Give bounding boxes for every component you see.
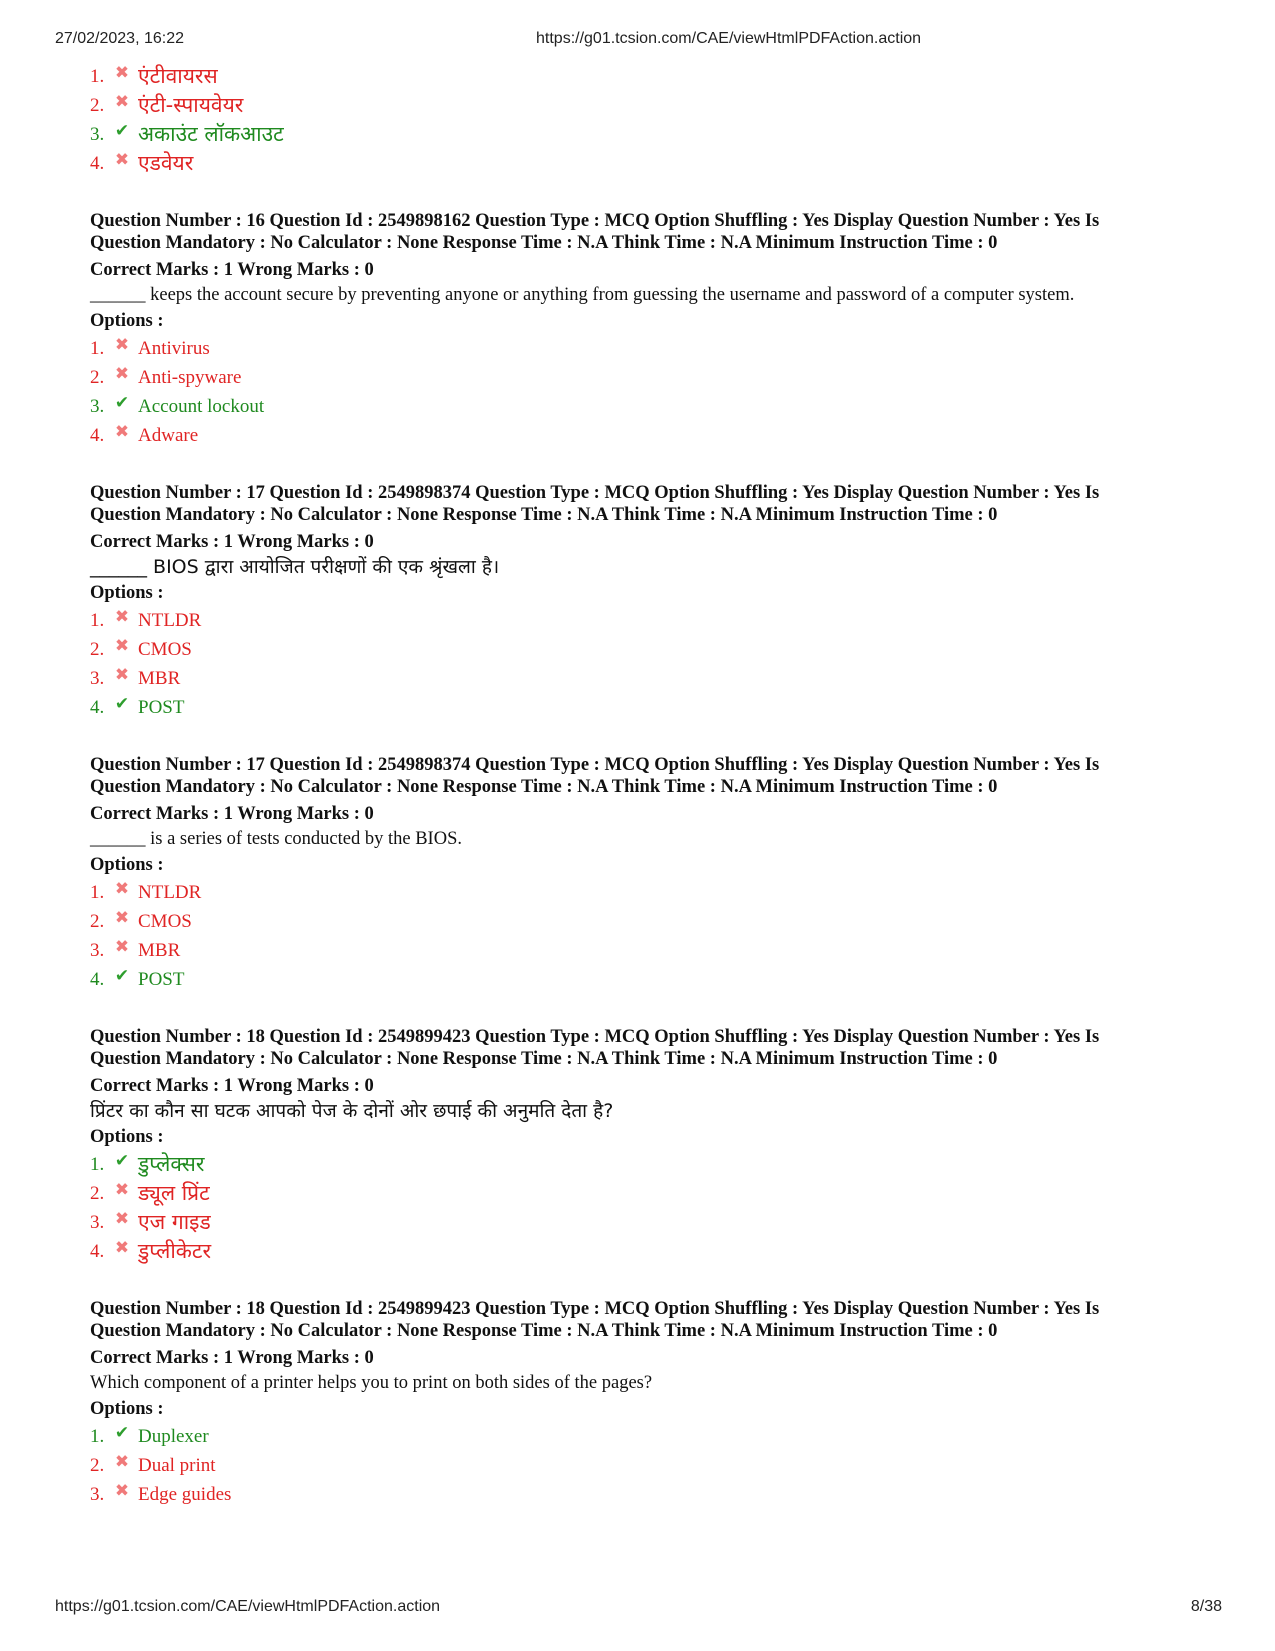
option-number: 4. bbox=[90, 153, 105, 174]
wrong-cross-icon: ✖ bbox=[114, 1481, 130, 1500]
question-meta-line-2: Question Mandatory : No Calculator : None Response Time : N.A Think Time : N.A Minimum Instruction Time : 0 bbox=[90, 1049, 998, 1069]
question-meta-line-2: Question Mandatory : No Calculator : None Response Time : N.A Think Time : N.A Minimum Instruction Time : 0 bbox=[90, 1321, 998, 1341]
question-marks: Correct Marks : 1 Wrong Marks : 0 bbox=[90, 804, 374, 824]
option-number: 2. bbox=[90, 367, 105, 388]
option-item bbox=[90, 606, 1210, 635]
option-text: Duplexer bbox=[138, 1426, 209, 1447]
options-list bbox=[90, 606, 1210, 722]
option-text: NTLDR bbox=[138, 882, 202, 903]
question-block bbox=[90, 1298, 1210, 1509]
option-item bbox=[90, 334, 1210, 363]
option-number: 4. bbox=[90, 1241, 105, 1262]
question-meta-line-1: Question Number : 16 Question Id : 2549898162 Question Type : MCQ Option Shuffling : Yes Display Question Number : Yes Is bbox=[90, 211, 1100, 231]
question-block bbox=[90, 754, 1210, 994]
option-number: 4. bbox=[90, 425, 105, 446]
option-text: डुप्लीकेटर bbox=[138, 1239, 212, 1263]
option-number: 4. bbox=[90, 697, 105, 718]
options-list bbox=[90, 334, 1210, 450]
option-item bbox=[90, 693, 1210, 722]
options-label: Options : bbox=[90, 1127, 164, 1147]
option-item bbox=[90, 363, 1210, 392]
correct-check-icon: ✔ bbox=[114, 393, 130, 412]
option-text: डुप्लेक्सर bbox=[138, 1152, 205, 1176]
option-number: 3. bbox=[90, 1484, 105, 1505]
options-label: Options : bbox=[90, 311, 164, 331]
options-label: Options : bbox=[90, 583, 164, 603]
option-text: अकाउंट लॉकआउट bbox=[138, 122, 284, 146]
option-item bbox=[90, 149, 1210, 178]
option-number: 3. bbox=[90, 668, 105, 689]
wrong-cross-icon: ✖ bbox=[114, 92, 130, 111]
option-number: 1. bbox=[90, 882, 105, 903]
question-meta bbox=[90, 482, 1210, 526]
option-item bbox=[90, 392, 1210, 421]
option-item bbox=[90, 907, 1210, 936]
option-number: 1. bbox=[90, 1154, 105, 1175]
option-item bbox=[90, 1451, 1210, 1480]
wrong-cross-icon: ✖ bbox=[114, 422, 130, 441]
correct-check-icon: ✔ bbox=[114, 1151, 130, 1170]
option-text: CMOS bbox=[138, 639, 192, 660]
options-list bbox=[90, 878, 1210, 994]
question-meta bbox=[90, 1026, 1210, 1070]
print-datetime: 27/02/2023, 16:22 bbox=[55, 30, 185, 47]
option-item bbox=[90, 936, 1210, 965]
wrong-cross-icon: ✖ bbox=[114, 1180, 130, 1199]
wrong-cross-icon: ✖ bbox=[114, 1209, 130, 1228]
question-text: ______ keeps the account secure by preventing anyone or anything from guessing the username and password of a computer system. bbox=[90, 285, 1075, 305]
question-meta-line-1: Question Number : 17 Question Id : 2549898374 Question Type : MCQ Option Shuffling : Yes Display Question Number : Yes Is bbox=[90, 483, 1100, 503]
question-paper bbox=[90, 62, 1210, 1509]
question-marks: Correct Marks : 1 Wrong Marks : 0 bbox=[90, 532, 374, 552]
option-text: NTLDR bbox=[138, 610, 202, 631]
option-text: Antivirus bbox=[138, 338, 210, 359]
option-text: एडवेयर bbox=[138, 151, 194, 175]
question-block bbox=[90, 1026, 1210, 1266]
continued-options bbox=[90, 62, 1210, 178]
option-text: एंटी-स्पायवेयर bbox=[138, 93, 244, 117]
page-number: 8/38 bbox=[1190, 1598, 1222, 1615]
options-label: Options : bbox=[90, 855, 164, 875]
option-number: 3. bbox=[90, 396, 105, 417]
wrong-cross-icon: ✖ bbox=[114, 364, 130, 383]
option-text: Account lockout bbox=[138, 396, 265, 417]
option-text: एज गाइड bbox=[138, 1210, 211, 1234]
question-block bbox=[90, 210, 1210, 450]
wrong-cross-icon: ✖ bbox=[114, 665, 130, 684]
option-item bbox=[90, 1422, 1210, 1451]
option-item bbox=[90, 635, 1210, 664]
option-number: 2. bbox=[90, 1455, 105, 1476]
question-text: ______ BIOS द्वारा आयोजित परीक्षणों की एक श्रृंखला है। bbox=[90, 556, 500, 578]
question-marks: Correct Marks : 1 Wrong Marks : 0 bbox=[90, 1076, 374, 1096]
option-item bbox=[90, 1237, 1210, 1266]
correct-check-icon: ✔ bbox=[114, 121, 130, 140]
option-item bbox=[90, 965, 1210, 994]
question-meta-line-2: Question Mandatory : No Calculator : None Response Time : N.A Think Time : N.A Minimum Instruction Time : 0 bbox=[90, 777, 998, 797]
correct-check-icon: ✔ bbox=[114, 694, 130, 713]
options-list bbox=[90, 1150, 1210, 1266]
option-number: 1. bbox=[90, 1426, 105, 1447]
options-list bbox=[90, 1422, 1210, 1509]
question-meta-line-2: Question Mandatory : No Calculator : None Response Time : N.A Think Time : N.A Minimum Instruction Time : 0 bbox=[90, 505, 998, 525]
option-text: MBR bbox=[138, 940, 181, 961]
wrong-cross-icon: ✖ bbox=[114, 879, 130, 898]
option-number: 2. bbox=[90, 911, 105, 932]
question-marks: Correct Marks : 1 Wrong Marks : 0 bbox=[90, 1348, 374, 1368]
option-text: Dual print bbox=[138, 1455, 216, 1476]
option-number: 1. bbox=[90, 610, 105, 631]
option-number: 2. bbox=[90, 95, 105, 116]
question-meta-line-1: Question Number : 17 Question Id : 2549898374 Question Type : MCQ Option Shuffling : Yes Display Question Number : Yes Is bbox=[90, 755, 1100, 775]
option-text: Edge guides bbox=[138, 1484, 232, 1505]
correct-check-icon: ✔ bbox=[114, 966, 130, 985]
option-number: 3. bbox=[90, 124, 105, 145]
question-meta-line-1: Question Number : 18 Question Id : 2549899423 Question Type : MCQ Option Shuffling : Yes Display Question Number : Yes Is bbox=[90, 1027, 1100, 1047]
option-item bbox=[90, 91, 1210, 120]
option-number: 3. bbox=[90, 940, 105, 961]
option-text: MBR bbox=[138, 668, 181, 689]
option-item bbox=[90, 1150, 1210, 1179]
question-block bbox=[90, 482, 1210, 722]
wrong-cross-icon: ✖ bbox=[114, 636, 130, 655]
option-item bbox=[90, 664, 1210, 693]
option-text: CMOS bbox=[138, 911, 192, 932]
option-text: POST bbox=[138, 697, 185, 718]
option-number: 2. bbox=[90, 1183, 105, 1204]
options-label: Options : bbox=[90, 1399, 164, 1419]
option-item bbox=[90, 120, 1210, 149]
question-meta bbox=[90, 1298, 1210, 1342]
question-text: प्रिंटर का कौन सा घटक आपको पेज के दोनों ओर छपाई की अनुमति देता है? bbox=[90, 1100, 614, 1122]
print-header bbox=[0, 30, 1275, 52]
option-number: 4. bbox=[90, 969, 105, 990]
option-text: ड्यूल प्रिंट bbox=[138, 1181, 210, 1205]
option-text: Anti-spyware bbox=[138, 367, 242, 388]
wrong-cross-icon: ✖ bbox=[114, 908, 130, 927]
question-list bbox=[90, 210, 1210, 1509]
wrong-cross-icon: ✖ bbox=[114, 1238, 130, 1257]
option-item bbox=[90, 1208, 1210, 1237]
option-item bbox=[90, 62, 1210, 91]
option-number: 1. bbox=[90, 338, 105, 359]
question-text: Which component of a printer helps you to print on both sides of the pages? bbox=[90, 1373, 653, 1393]
option-number: 1. bbox=[90, 66, 105, 87]
option-item bbox=[90, 421, 1210, 450]
option-item bbox=[90, 1480, 1210, 1509]
question-meta-line-1: Question Number : 18 Question Id : 2549899423 Question Type : MCQ Option Shuffling : Yes Display Question Number : Yes Is bbox=[90, 1299, 1100, 1319]
print-header-url: https://g01.tcsion.com/CAE/viewHtmlPDFAction.action bbox=[536, 30, 922, 47]
wrong-cross-icon: ✖ bbox=[114, 150, 130, 169]
correct-check-icon: ✔ bbox=[114, 1423, 130, 1442]
question-meta bbox=[90, 754, 1210, 798]
print-footer bbox=[0, 1598, 1275, 1620]
option-text: एंटीवायरस bbox=[138, 64, 218, 88]
option-text: Adware bbox=[138, 425, 199, 446]
option-item bbox=[90, 878, 1210, 907]
question-marks: Correct Marks : 1 Wrong Marks : 0 bbox=[90, 260, 374, 280]
wrong-cross-icon: ✖ bbox=[114, 937, 130, 956]
question-text: ______ is a series of tests conducted by the BIOS. bbox=[90, 829, 462, 849]
option-text: POST bbox=[138, 969, 185, 990]
option-item bbox=[90, 1179, 1210, 1208]
wrong-cross-icon: ✖ bbox=[114, 1452, 130, 1471]
wrong-cross-icon: ✖ bbox=[114, 63, 130, 82]
question-meta-line-2: Question Mandatory : No Calculator : None Response Time : N.A Think Time : N.A Minimum Instruction Time : 0 bbox=[90, 233, 998, 253]
question-meta bbox=[90, 210, 1210, 254]
wrong-cross-icon: ✖ bbox=[114, 607, 130, 626]
option-number: 3. bbox=[90, 1212, 105, 1233]
print-footer-url: https://g01.tcsion.com/CAE/viewHtmlPDFAction.action bbox=[55, 1598, 441, 1615]
option-number: 2. bbox=[90, 639, 105, 660]
wrong-cross-icon: ✖ bbox=[114, 335, 130, 354]
